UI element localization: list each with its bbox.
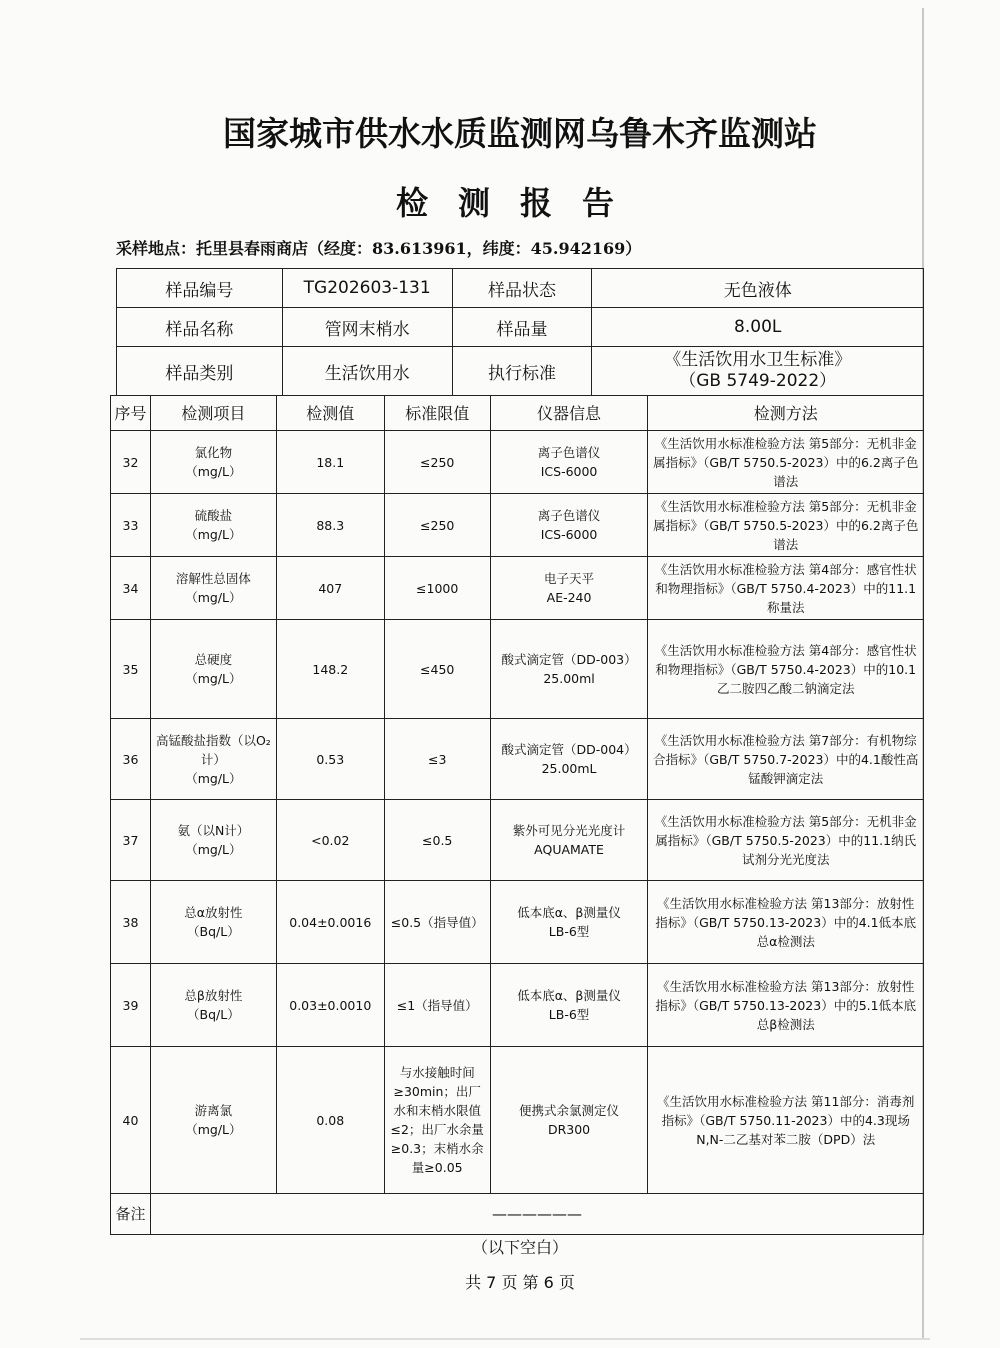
results-table [110, 395, 924, 1235]
row-method [648, 964, 924, 1047]
row-item-line: 总α放射性 [184, 905, 243, 920]
row-instrument [490, 719, 648, 800]
row-no [111, 620, 151, 719]
row-limit-line: 与水接触时间≥30min；出厂水和末梢水限值≤2；出厂水余量≥0.3；末梢水余量≥0.05 [390, 1065, 484, 1175]
page-title: 国家城市供水水质监测网乌鲁木齐监测站 [223, 114, 817, 153]
row-no [111, 964, 151, 1047]
row-method [648, 494, 924, 557]
row-method [648, 881, 924, 964]
row-item-line: （mg/L） [185, 671, 242, 686]
row-item [150, 719, 276, 800]
table-row [111, 431, 924, 494]
row-no [111, 719, 151, 800]
row-limit [384, 881, 490, 964]
row-item-line: 硫酸盐 [194, 508, 233, 523]
row-method-line: 《生活饮用水标准检验方法 第7部分：有机物综合指标》（GB/T 5750.7-2023）中的4.1酸性高锰酸钾滴定法 [653, 732, 919, 786]
row-instrument-line: 离子色谱仪 [537, 445, 601, 460]
row-instrument-line: 紫外可见分光光度计 [512, 823, 626, 838]
sample-no: TG202603-131 [282, 269, 452, 308]
row-limit [384, 800, 490, 881]
row-instrument [490, 494, 648, 557]
row-no-line: 39 [122, 997, 139, 1013]
sample-state: 无色液体 [592, 269, 924, 308]
row-instrument-line: 便携式余氯测定仪 [519, 1103, 620, 1118]
row-method [648, 719, 924, 800]
row-value-line: 0.53 [316, 751, 345, 767]
row-instrument-line: 低本底α、β测量仪 [517, 988, 621, 1003]
scan-bottom-edge [80, 1338, 930, 1340]
row-method [648, 620, 924, 719]
row-item-line: （mg/L） [185, 842, 242, 857]
row-value-line: 0.04±0.0016 [289, 914, 372, 930]
row-method-line: 《生活饮用水标准检验方法 第13部分：放射性指标》（GB/T 5750.13-2023）中的4.1低本底总α检测法 [655, 895, 917, 949]
row-instrument-line: AE-240 [546, 590, 592, 605]
table-row [111, 964, 924, 1047]
row-instrument-line: 低本底α、β测量仪 [517, 905, 621, 920]
row-method-line: 《生活饮用水标准检验方法 第4部分：感官性状和物理指标》（GB/T 5750.4-2023）中的11.1称量法 [654, 561, 917, 615]
row-instrument-line: ICS-6000 [540, 464, 598, 479]
row-limit-line: ≤250 [420, 454, 455, 470]
table-header-row [111, 396, 924, 431]
row-no-line: 32 [122, 454, 139, 470]
row-value [276, 431, 384, 494]
row-limit-line: ≤1（指导值） [396, 997, 478, 1013]
sample-type-label: 样品类别 [117, 347, 283, 396]
row-value [276, 881, 384, 964]
row-limit-line: ≤0.5（指导值） [390, 914, 484, 930]
row-limit [384, 719, 490, 800]
table-row [111, 494, 924, 557]
row-no-line: 40 [122, 1112, 139, 1128]
row-no [111, 557, 151, 620]
row-instrument-line: 酸式滴定管（DD-004） [501, 742, 637, 757]
remarks-row [111, 1194, 924, 1235]
row-value [276, 494, 384, 557]
row-no-line: 36 [122, 751, 139, 767]
row-value [276, 719, 384, 800]
standard-line2: （GB 5749-2022） [679, 371, 837, 391]
row-value [276, 620, 384, 719]
column-header: 检测值 [276, 396, 384, 431]
row-value [276, 1047, 384, 1194]
standard-line1: 《生活饮用水卫生标准》 [664, 350, 852, 370]
row-value-line: 88.3 [316, 517, 345, 533]
row-instrument [490, 881, 648, 964]
row-instrument-line: 离子色谱仪 [537, 508, 601, 523]
row-limit-line: ≤3 [427, 751, 447, 767]
row-value-line: 0.03±0.0010 [289, 997, 372, 1013]
row-item [150, 964, 276, 1047]
row-limit [384, 1047, 490, 1194]
table-row [111, 881, 924, 964]
page-subtitle: 检测报告 [395, 184, 644, 222]
row-value-line: <0.02 [311, 832, 350, 848]
row-instrument [490, 964, 648, 1047]
row-value-line: 18.1 [316, 454, 345, 470]
column-header: 标准限值 [384, 396, 490, 431]
row-item-line: （mg/L） [185, 590, 242, 605]
table-row [111, 620, 924, 719]
column-header: 序号 [111, 396, 151, 431]
sample-name-label: 样品名称 [117, 308, 283, 347]
column-header: 检测项目 [150, 396, 276, 431]
row-instrument-line: AQUAMATE [534, 842, 604, 857]
row-no-line: 37 [122, 832, 139, 848]
row-limit [384, 431, 490, 494]
row-item-line: 总β放射性 [184, 988, 243, 1003]
row-item-line: （Bq/L） [187, 1007, 240, 1022]
sample-no-label: 样品编号 [117, 269, 283, 308]
row-instrument-line: DR300 [547, 1122, 591, 1137]
row-no-line: 34 [122, 580, 139, 596]
row-item-line: 溶解性总固体 [175, 571, 251, 586]
row-item-line: 总硬度 [194, 652, 233, 667]
row-item [150, 557, 276, 620]
row-method-line: 《生活饮用水标准检验方法 第5部分：无机非金属指标》（GB/T 5750.5-2023）中的11.1纳氏试剂分光光度法 [654, 813, 917, 867]
row-limit-line: ≤250 [420, 517, 455, 533]
row-method-line: 《生活饮用水标准检验方法 第4部分：感官性状和物理指标》（GB/T 5750.4-2023）中的10.1乙二胺四乙酸二钠滴定法 [654, 642, 917, 696]
blank-note: （以下空白） [471, 1238, 568, 1257]
row-value-line: 407 [318, 580, 343, 596]
table-row [111, 1047, 924, 1194]
standard-label: 执行标准 [452, 347, 592, 396]
row-no [111, 431, 151, 494]
sample-type: 生活饮用水 [282, 347, 452, 396]
row-instrument-line: 25.00mL [541, 761, 597, 776]
row-item [150, 620, 276, 719]
row-no-line: 38 [122, 914, 139, 930]
row-item [150, 431, 276, 494]
row-instrument [490, 620, 648, 719]
remarks-value: —————— [150, 1194, 923, 1235]
row-value-line: 0.08 [316, 1112, 345, 1128]
row-item-line: 高锰酸盐指数（以O₂计） [155, 732, 271, 767]
sample-name: 管网末梢水 [282, 308, 452, 347]
row-item [150, 494, 276, 557]
row-no [111, 800, 151, 881]
row-item-line: 游离氯 [194, 1103, 233, 1118]
table-row [111, 719, 924, 800]
row-instrument [490, 431, 648, 494]
row-method [648, 1047, 924, 1194]
table-row [111, 557, 924, 620]
row-no-line: 33 [122, 517, 139, 533]
row-no [111, 1047, 151, 1194]
row-instrument-line: LB-6型 [548, 924, 590, 939]
row-method-line: 《生活饮用水标准检验方法 第5部分：无机非金属指标》（GB/T 5750.5-2023）中的6.2离子色谱法 [653, 435, 919, 489]
row-item [150, 1047, 276, 1194]
column-header: 检测方法 [648, 396, 924, 431]
row-item-line: （mg/L） [185, 770, 242, 786]
row-instrument [490, 1047, 648, 1194]
row-method-line: 《生活饮用水标准检验方法 第11部分：消毒剂指标》（GB/T 5750.11-2023）中的4.3现场N,N-二乙基对苯二胺（DPD）法 [657, 1093, 915, 1147]
location-value: 托里县春雨商店（经度：83.613961，纬度：45.942169） [196, 239, 642, 258]
row-no [111, 881, 151, 964]
row-value [276, 800, 384, 881]
sample-info-table [116, 268, 924, 396]
row-item-line: 氨（以N计） [177, 823, 250, 838]
row-instrument-line: ICS-6000 [540, 527, 598, 542]
row-item-line: 氯化物 [194, 445, 233, 460]
row-method-line: 《生活饮用水标准检验方法 第5部分：无机非金属指标》（GB/T 5750.5-2023）中的6.2离子色谱法 [653, 498, 919, 552]
row-method [648, 800, 924, 881]
row-instrument-line: 电子天平 [544, 571, 595, 586]
row-limit [384, 494, 490, 557]
row-method-line: 《生活饮用水标准检验方法 第13部分：放射性指标》（GB/T 5750.13-2023）中的5.1低本底总β检测法 [655, 978, 917, 1032]
table-row [111, 800, 924, 881]
row-value-line: 148.2 [312, 661, 349, 677]
sample-qty: 8.00L [592, 308, 924, 347]
standard-value [592, 347, 924, 396]
row-limit-line: ≤450 [420, 661, 455, 677]
column-header: 仪器信息 [490, 396, 648, 431]
row-value [276, 557, 384, 620]
row-item [150, 881, 276, 964]
row-limit [384, 964, 490, 1047]
row-limit [384, 557, 490, 620]
row-instrument [490, 557, 648, 620]
row-instrument-line: 酸式滴定管（DD-003） [501, 652, 637, 667]
row-item [150, 800, 276, 881]
row-limit [384, 620, 490, 719]
row-no [111, 494, 151, 557]
row-instrument-line: LB-6型 [548, 1007, 590, 1022]
remarks-label: 备注 [111, 1194, 151, 1235]
row-method [648, 557, 924, 620]
row-no-line: 35 [122, 661, 139, 677]
page-number: 共 7 页 第 6 页 [465, 1273, 575, 1292]
row-instrument-line: 25.00ml [543, 671, 595, 686]
sample-state-label: 样品状态 [452, 269, 592, 308]
row-limit-line: ≤1000 [416, 580, 459, 596]
sample-qty-label: 样品量 [452, 308, 592, 347]
row-limit-line: ≤0.5 [422, 832, 453, 848]
row-method [648, 431, 924, 494]
sampling-location [116, 236, 641, 259]
row-instrument [490, 800, 648, 881]
row-item-line: （mg/L） [185, 527, 242, 542]
row-item-line: （mg/L） [185, 1122, 242, 1137]
row-item-line: （Bq/L） [187, 924, 240, 939]
row-value [276, 964, 384, 1047]
row-item-line: （mg/L） [185, 464, 242, 479]
location-label: 采样地点： [116, 239, 197, 258]
